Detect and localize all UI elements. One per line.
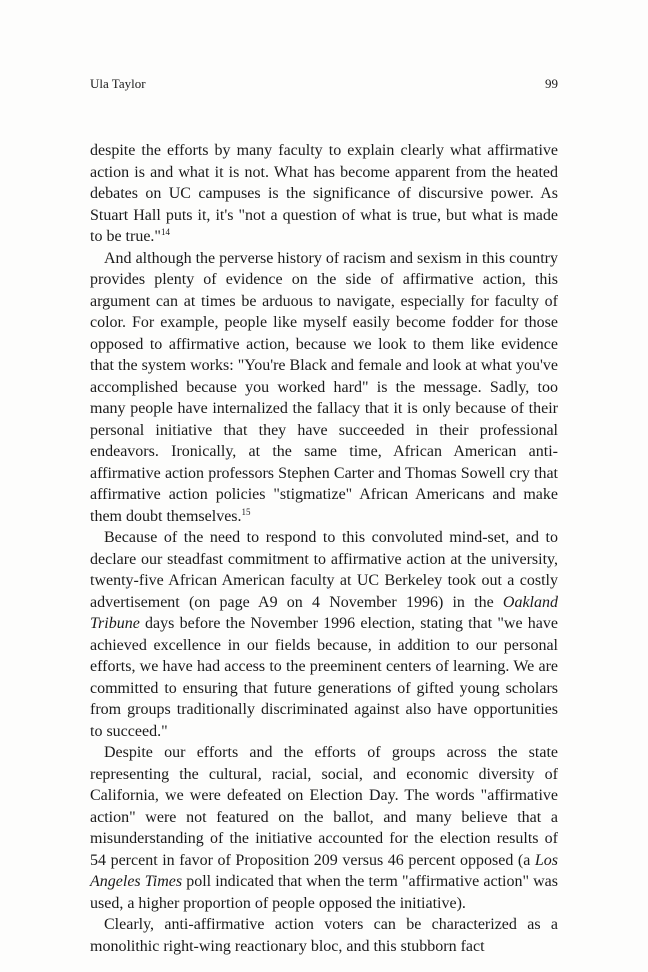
paragraph-5: Clearly, anti-affirmative action voters can be characterized as a monolithic right-wing reactionary bloc, and this stubborn fact [90,916,558,955]
page-number: 99 [545,76,558,91]
body-text [90,140,558,957]
footnote-ref-14[interactable]: 14 [160,227,170,237]
paragraph-3: Because of the need to respond to this convoluted mind-set, and to declare our steadfast commitment to affirmative action at the university, twenty-five African American faculty at UC Berkeley took out a costly advertisement (on page A9 on 4 November 1996) in the Oakland Tribune days before the November 1996 election, stating that "we have achieved excellence in our fields because, in addition to our personal efforts, we have had access to the preeminent centers of learning. We are committed to ensuring that future generations of gifted young scholars from groups traditionally discriminated against also have opportunities to succeed." [90,529,558,740]
running-head-author: Ula Taylor [90,76,146,91]
publication-title: Oakland Tribune [90,593,558,632]
paragraph-2: And although the perverse history of racism and sexism in this country provides plenty of evidence on the side of affirmative action, this argument can at times be arduous to navigate, especially for faculty of color. For example, people like myself easily become fodder for those opposed to affirmative action, because we look to them like evidence that the system works: "You're Black and female and look at what you've accomplished because you worked hard" is the message. Sadly, too many people have internalized the fallacy that it is only because of their personal initiative that they have succeeded in their professional endeavors. Ironically, at the same time, African American anti-affirmative action professors Stephen Carter and Thomas Sowell cry that affirmative action policies "stigmatize" African Americans and make them doubt themselves.$^{15}$ [90,249,558,525]
publication-title: Los Angeles Times [90,851,558,890]
paragraph-4: Despite our efforts and the efforts of groups across the state representing the cultural, racial, social, and economic diversity of California, we were defeated on Election Day. The words "affirmative action" were not featured on the ballot, and many believe that a misunderstanding of the initiative accounted for the election results of 54 percent in favor of Proposition 209 versus 46 percent opposed (a Los Angeles Times poll indicated that when the term "affirmative action" was used, a higher proportion of people opposed the initiative). [90,744,558,912]
running-head [90,76,558,92]
paragraph-1: despite the efforts by many faculty to explain clearly what affirmative action is and what it is not. What has become apparent from the heated debates on UC campuses is the significance of discursive power. As Stuart Hall puts it, it's "not a question of what is true, but what is made to be true."$^{14}$ [90,142,558,245]
footnote-ref-15[interactable]: 15 [241,506,251,517]
